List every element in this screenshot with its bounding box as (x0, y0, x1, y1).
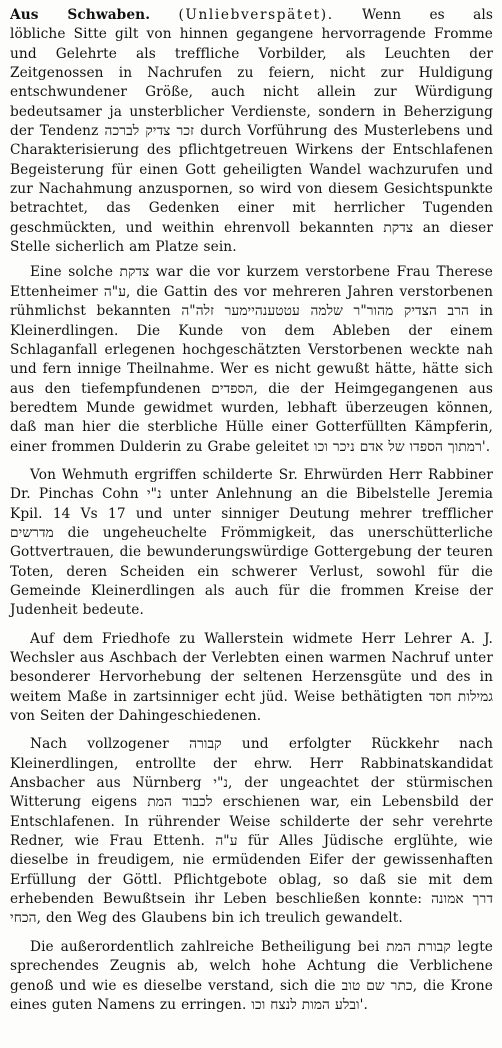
paragraph-1-text: löbliche Sitte gilt von hinnen gegangene hervorragende Fromme und Gelehrte als treffliche Vorbilder, als Leuchten der Zeitgenossen in Nachrufen zu feiern, nicht zur Huldigung entschwundener Größe, auch nicht allein zur Würdigung bedeutsamer ja unsterblicher Verdienste, sondern in Beherzigung der Tendenz זכר צדיק לברכה durch Vorführung des Musterlebens und Charakterisierung des pflichtgetreuen Wirkens der Entschlafenen Begeisterung für einen Gott geheiligten Wandel wachzurufen und zur Nachahmung anzuspornen, so wird von diesem Gesichtspunkte betrachtet, das Gedenken einer mit herrlicher Tugenden geschmückten, und weithin ehrenvoll bekannten צדקת an dieser Stelle sicherlich am Platze sein. (10, 26, 493, 256)
paragraph-5-text: Nach vollzogener קבורה und erfolgter Rückkehr nach Kleinerdlingen, entrollte der ehrw. Herr Rabbinatskandidat Ansbacher aus Nürnberg נ"י, der ungeachtet der stürmischen Witterung eigens לכבוד המת erschienen war, ein Lebensbild der Entschlafenen. In rührender Weise schilderte der sehr verehrte Redner, wie Frau Ettenh. ע"ה für Alles Jüdische erglühte, wie dieselbe in freudigem, nie ermüdenden Eifer der gewissenhaften Erfüllung der Göttl. Pflichtgebote oblag, so daß sie mit dem erhebenden Bewußtsein ihr Leben beschließen konnte: דרך אמונה הכחי, den Weg des Glaubens bin ich treulich gewandelt. (10, 736, 494, 927)
paragraph-2 (10, 263, 493, 456)
paragraph-5 (10, 735, 493, 928)
paragraph-3 (10, 466, 493, 621)
text-line: Aus Schwaben. (Unliebverspätet). Wenn es als (10, 7, 493, 23)
paragraph-2-text: Eine solche צדקת war die vor kurzem verstorbene Frau Therese Ettenheimer ע"ה, die Gattin des vor mehreren Jahren verstorbenen rühmlichst bekannten הרב הצדיק מהור"ר שלמה עטטענהיימער זלה"ה in Kleinerdlingen. Die Kunde von dem Ableben der einem Schlaganfall erlegenen hochgeschätzten Verstorbenen weckte nah und fern innige Theilnahme. Wer es nicht gewußt hätte, hätte sich aus den tiefempfundenen הספדים, die der Heimgegangenen aus beredtem Munde gewidmet wurden, lebhaft überzeugen können, daß man hier die sterbliche Hülle einer Gotterfüllten Kämpferin, einer frommen Dulderin zu Grabe geleitet רמתוך הספדו של אדם ניכר וכו'. (10, 264, 493, 455)
article-heading: Aus Schwaben. (10, 7, 151, 23)
paragraph-4-text: Auf dem Friedhofe zu Wallerstein widmete Herr Lehrer A. J. Wechsler aus Aschbach der Verlebten einen warmen Nachruf unter besonderer Hervorhebung der seltenen Herzensgüte und des in weitem Maße in zartsinniger echt jüd. Weise bethätigten גמילות חסד von Seiten der Dahingeschiedenen. (10, 630, 493, 725)
paragraph-1 (10, 6, 493, 25)
paragraph-4 (10, 630, 493, 727)
paragraph-3-text: Von Wehmuth ergriffen schilderte Sr. Ehrwürden Herr Rabbiner Dr. Pinchas Cohn נ"י unter Anlehnung an die Bibelstelle Jeremia Kpil. 14 Vs 17 und unter sinniger Deutung mehrer trefflicher מדרשים die ungeheuchelte Frömmigkeit, das unerschütterliche Gottvertrauen, die bewunderungswürdige Gottergebung der teuren Toten, deren Scheiden ein schwerer Verlust, sowohl für die Gemeinde Kleinerdlingen als auch für die frommen Kreise der Judenheit bedeute. (10, 466, 494, 619)
paragraph-1-body (10, 25, 493, 257)
paragraph-6 (10, 938, 493, 1015)
paragraph-6-text: Die außerordentlich zahlreiche Betheiligung bei קבורת המת legte sprechendes Zeugnis ab, welch hohe Achtung die Verblichene genoß und wie es dieselbe verstand, sich die כתר שם טוב, die Krone eines guten Namens zu erringen. ובלע המות לנצח וכו'. (10, 938, 493, 1013)
article-note: (Unliebverspätet). (178, 7, 334, 23)
